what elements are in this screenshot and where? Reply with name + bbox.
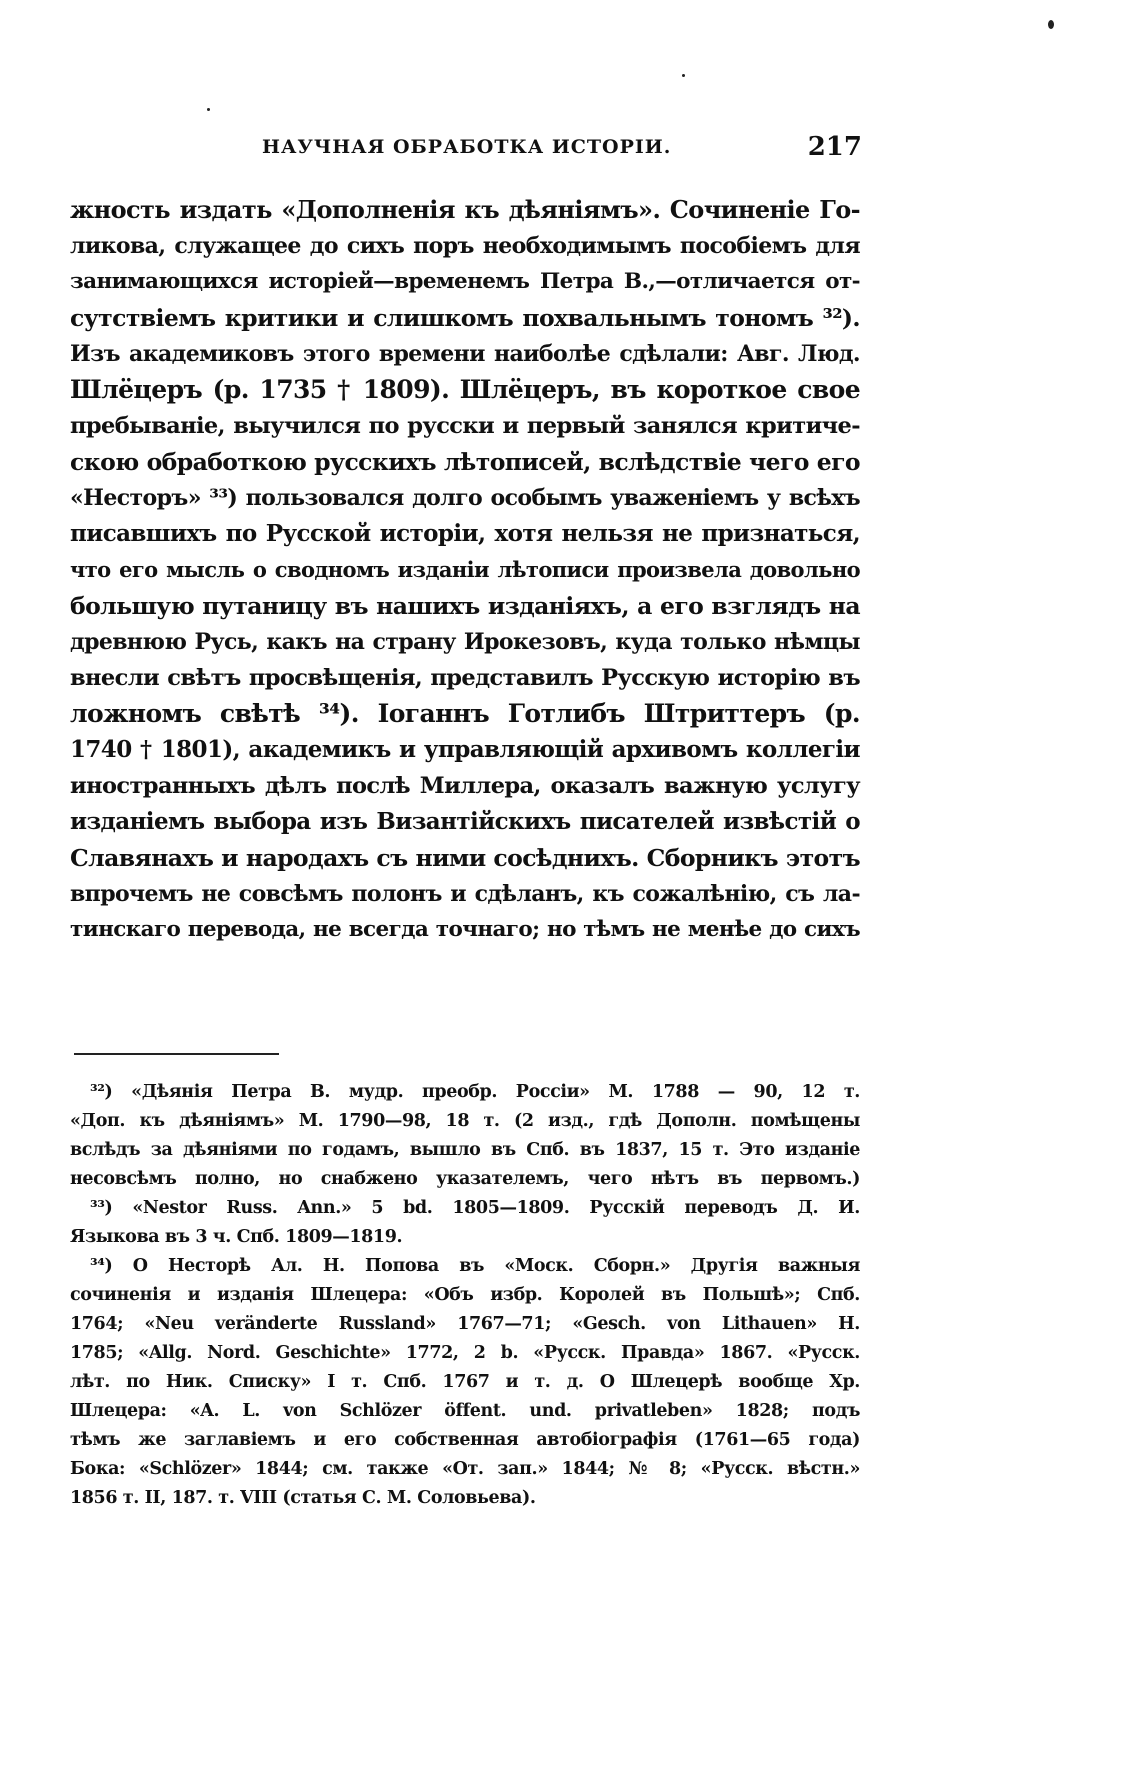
body-line: внесли свѣтъ просвѣщенія, представилъ Русскую исторію въ bbox=[70, 665, 860, 691]
footnote-line: Языкова въ 3 ч. Спб. 1809—1819. bbox=[70, 1227, 403, 1247]
footnote-line: «Доп. къ дѣяніямъ» М. 1790—98, 18 т. (2 изд., гдѣ Дополн. помѣщены bbox=[70, 1111, 860, 1131]
body-line: тинскаго перевода, не всегда точнаго; но тѣмъ не менѣе до сихъ bbox=[70, 917, 860, 942]
footnote-line: 1764; «Neu veränderte Russland» 1767—71; «Gesch. von Lithauen» Н. bbox=[70, 1314, 860, 1334]
body-line: ложномъ свѣтѣ ³⁴). Іоганнъ Готлибъ Штриттеръ (р. bbox=[70, 699, 860, 728]
footnote-line: 1785; «Allg. Nord. Geschichte» 1772, 2 b. «Русск. Правда» 1867. «Русск. bbox=[70, 1343, 860, 1363]
body-line: Изъ академиковъ этого времени наиболѣе сдѣлали: Авг. Люд. bbox=[70, 341, 860, 367]
body-line: древнюю Русь, какъ на страну Ирокезовъ, куда только нѣмцы bbox=[70, 629, 860, 655]
ink-speck bbox=[682, 74, 685, 77]
footnote-line: лѣт. по Ник. Списку» I т. Спб. 1767 и т. д. О Шлецерѣ вообще Хр. bbox=[70, 1372, 860, 1392]
page-number: 217 bbox=[807, 132, 862, 162]
body-line: впрочемъ не совсѣмъ полонъ и сдѣланъ, къ сожалѣнію, съ ла- bbox=[70, 881, 860, 907]
page-header bbox=[262, 132, 862, 172]
body-line: Славянахъ и народахъ съ ними сосѣднихъ. Сборникъ этотъ bbox=[70, 844, 860, 872]
footnotes bbox=[70, 1078, 860, 1513]
running-title: НАУЧНАЯ ОБРАБОТКА ИСТОРІИ. bbox=[262, 136, 672, 158]
body-line: изданіемъ выбора изъ Византійскихъ писателей извѣстій о bbox=[70, 808, 860, 835]
body-line: «Несторъ» ³³) пользовался долго особымъ уваженіемъ у всѣхъ bbox=[70, 485, 860, 511]
body-line: жность издать «Дополненія къ дѣяніямъ». Сочиненіе Го- bbox=[70, 195, 860, 224]
footnote-line: Бока: «Schlözer» 1844; см. также «От. зап.» 1844; № 8; «Русск. вѣстн.» bbox=[70, 1459, 860, 1479]
body-line: что его мысль о сводномъ изданіи лѣтописи произвела довольно bbox=[70, 557, 860, 582]
body-line: занимающихся исторіей—временемъ Петра В.,—отличается от- bbox=[70, 269, 860, 294]
body-line: скою обработкою русскихъ лѣтописей, вслѣдствіе чего его bbox=[70, 448, 860, 476]
body-line: Шлёцеръ (р. 1735 † 1809). Шлёцеръ, въ короткое свое bbox=[70, 375, 860, 404]
footnote-divider bbox=[74, 1053, 279, 1055]
ink-speck bbox=[1048, 20, 1054, 29]
body-line: пребываніе, выучился по русски и первый занялся критиче- bbox=[70, 413, 860, 439]
body-line: иностранныхъ дѣлъ послѣ Миллера, оказалъ важную услугу bbox=[70, 773, 860, 799]
body-line: ликова, служащее до сихъ поръ необходимымъ пособіемъ для bbox=[70, 233, 860, 259]
footnote-line: вслѣдъ за дѣяніями по годамъ, вышло въ Спб. въ 1837, 15 т. Это изданіе bbox=[70, 1140, 860, 1160]
body-line: большую путаницу въ нашихъ изданіяхъ, а его взглядъ на bbox=[70, 592, 860, 620]
body-line: сутствіемъ критики и слишкомъ похвальнымъ тономъ ³²). bbox=[70, 304, 860, 332]
footnote-line: сочиненія и изданія Шлецера: «Объ избр. Королей въ Польшѣ»; Спб. bbox=[70, 1285, 860, 1305]
footnote-line: ³³) «Nestor Russ. Ann.» 5 bd. 1805—1809. Русскій переводъ Д. И. bbox=[90, 1198, 860, 1218]
footnote-line: тѣмъ же заглавіемъ и его собственная автобіографія (1761—65 года) bbox=[70, 1430, 860, 1450]
footnote-line: 1856 т. II, 187. т. VIII (статья С. М. Соловьева). bbox=[70, 1488, 536, 1508]
footnote-line: несовсѣмъ полно, но снабжено указателемъ, чего нѣтъ въ первомъ.) bbox=[70, 1169, 860, 1189]
footnote-line: ³⁴) О Несторѣ Ал. Н. Попова въ «Моск. Сборн.» Другія важныя bbox=[90, 1256, 860, 1276]
ink-speck bbox=[207, 108, 210, 111]
footnote-line: ³²) «Дѣянія Петра В. мудр. преобр. Россіи» М. 1788 — 90, 12 т. bbox=[90, 1082, 860, 1102]
body-line: 1740 † 1801), академикъ и управляющій архивомъ коллегіи bbox=[70, 736, 860, 763]
body-text bbox=[70, 192, 860, 948]
footnote-line: Шлецера: «A. L. von Schlözer öffent. und. privatleben» 1828; подъ bbox=[70, 1401, 860, 1421]
body-line: писавшихъ по Русской исторіи, хотя нельзя не признаться, bbox=[70, 520, 860, 547]
